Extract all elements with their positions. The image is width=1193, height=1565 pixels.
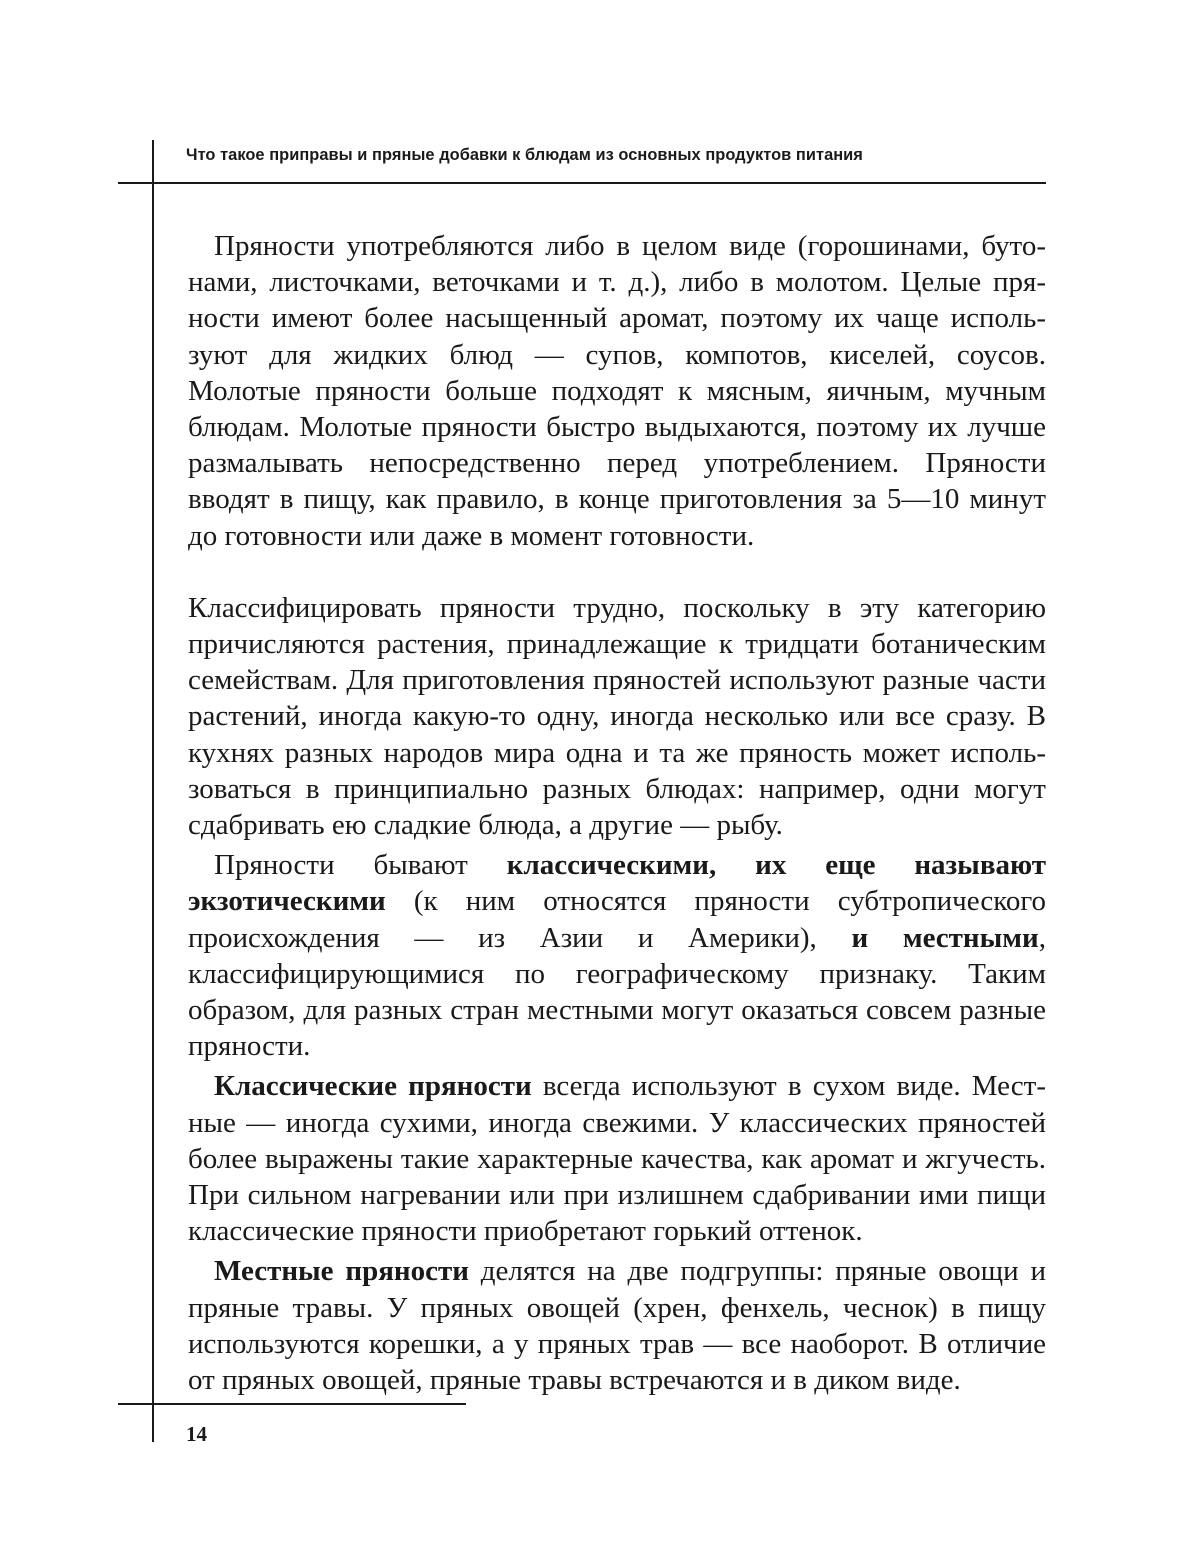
bold-run: классическими, их еще называют экзотическими xyxy=(188,849,1047,918)
running-head: Что такое приправы и пряные добавки к блюдам из основных продуктов питания xyxy=(186,146,863,164)
body-text xyxy=(188,228,1046,1398)
bold-run: и местными xyxy=(851,921,1039,954)
text-run: Пряности употребляются либо в целом виде (горошинами, бутонами, листочками, веточками и т. д.), либо в молотом. Целые пряности имеют более насыщенный аромат, поэтому их чаще используют для жидких блюд — супов, компотов, киселей, соусов. Молотые пряности больше подходят к мясным, яичным, мучным блюдам. Молотые пряности быстро выдыхаются, поэтому их лучше размалывать непосредственно перед употреблением. Пряности вводят в пищу, как правило, в конце приготовления за 5—10 минут до готовности или даже в момент готовности. xyxy=(188,230,1046,552)
bold-run: Классические пряности xyxy=(214,1070,532,1103)
text-run: делятся на две подгруппы: пряные овощи и пряные травы. У пряных овощей (хрен, фенхель, чеснок) в пищу используются корешки, а у пряных трав — все наоборот. В отличие от пряных овощей, пряные травы встречаются и в диком виде. xyxy=(188,1255,1046,1397)
page-number: 14 xyxy=(186,1422,207,1446)
margin-vertical-rule xyxy=(152,140,154,1442)
paragraph xyxy=(188,1068,1046,1249)
paragraph xyxy=(188,228,1046,554)
header-rule xyxy=(118,182,1046,184)
text-run: Классифицировать пряности трудно, поскольку в эту категорию причисляются растения, принадлежащие к тридцати ботаническим семействам. Для приготовления пряностей используют разные части растений, иногда какую-то одну, иногда несколько или все сразу. В кухнях разных народов мира одна и та же пряность может использоваться в принципиально разных блюдах: например, одни могут сдабривать ею сладкие блюда, а другие — рыбу. xyxy=(188,591,1046,842)
bold-run: Местные пряности xyxy=(214,1255,469,1288)
text-run: (к ним относятся пряности субтропического происхождения — из Азии и Америки), xyxy=(188,885,1046,954)
paragraph xyxy=(188,590,1046,843)
text-run: Пряности бывают xyxy=(214,849,507,882)
text-run: , классифицирующимися по географическому признаку. Таким образом, для разных стран местными могут оказаться совсем разные пряности. xyxy=(188,921,1046,1063)
text-run: всегда используют в сухом виде. Местные — иногда сухими, иногда свежими. У классических пряностей более выражены такие характерные качества, как аромат и жгучесть. При сильном нагревании или при излишнем сдабривании ими пищи классические пряности приобретают горький оттенок. xyxy=(188,1070,1046,1248)
paragraph xyxy=(188,847,1046,1064)
paragraph xyxy=(188,1253,1046,1398)
footer-rule xyxy=(118,1403,466,1405)
